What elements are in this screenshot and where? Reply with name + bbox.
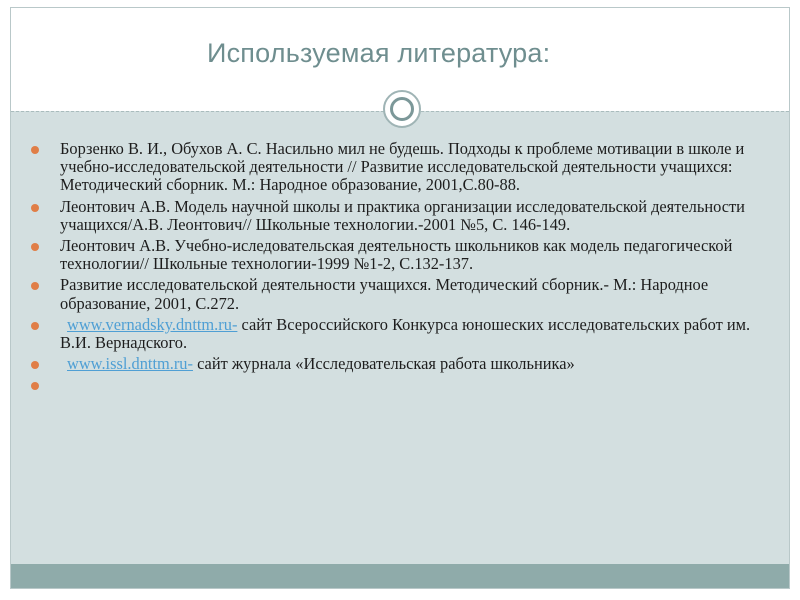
circle-ring-inner [390,97,414,121]
bullet-icon [31,204,39,212]
reference-text: Леонтович А.В. Учебно-иследовательская деятельность школьников как модель педагогической технологии// Школьные технологии-1999 №1-2, С.132-137. [60,236,733,274]
slide-title: Используемая литература: [207,38,551,68]
bullet-icon [31,361,39,369]
slide [10,7,790,589]
reference-text [60,375,64,394]
bottom-bar [11,564,789,588]
reference-item [28,198,768,234]
reference-text: сайт журнала «Исследовательская работа школьника» [192,354,575,374]
reference-item [28,276,768,312]
reference-item [28,316,768,352]
bullet-icon [31,146,39,154]
bullet-icon [31,382,39,390]
reference-item [28,140,768,195]
reference-item [28,355,768,373]
bullet-icon [31,243,39,251]
reference-text: сайт Всероссийского Конкурса юношеских исследовательских работ им. В.И. Вернадского. [60,314,751,353]
reference-link[interactable]: www.issl.dnttm.ru- [67,354,193,374]
reference-text: Борзенко В. И., Обухов А. С. Насильно мил не будешь. Подходы к проблеме мотивации в школе и учебно-исследовательской деятельности // Развитие исследовательской деятельности учащихся: Методический сборник. М.: Народное образование, 2001,С.80-88. [60,139,745,195]
reference-link[interactable]: www.vernadsky.dnttm.ru- [67,314,238,334]
references-list [28,140,768,398]
bullet-icon [31,322,39,330]
reference-text: Развитие исследовательской деятельности учащихся. Методический сборник.- М.: Народное образование, 2001, С.272. [60,275,709,313]
reference-item [28,237,768,273]
bullet-icon [31,282,39,290]
reference-text: Леонтович А.В. Модель научной школы и практика организации исследовательской деятельности учащихся/А.В. Леонтович// Школьные технологии.-2001 №5, С. 146-149. [60,196,745,234]
circle-ring-icon [383,90,421,128]
reference-item-empty [28,376,768,394]
